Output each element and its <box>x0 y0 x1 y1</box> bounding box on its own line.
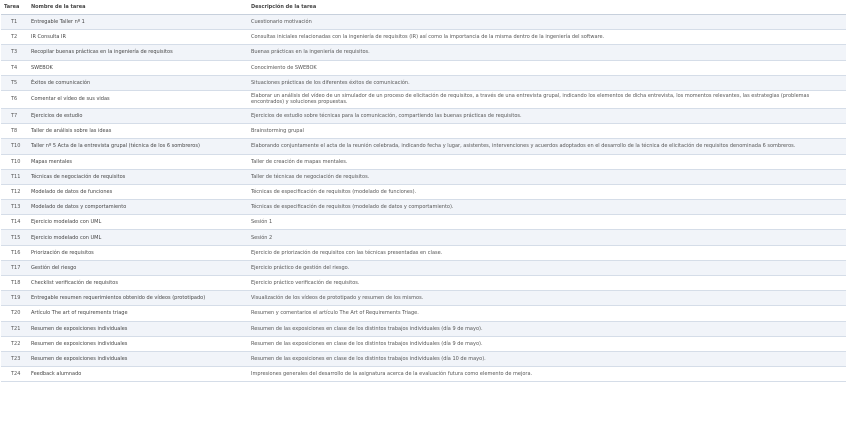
task-id-cell: T2 <box>1 30 28 45</box>
header-task-description: Descripción de la tarea <box>248 0 846 15</box>
task-id-cell: T13 <box>1 200 28 215</box>
task-name-cell: Modelado de datos de funciones <box>28 184 248 199</box>
table-row <box>1 15 846 30</box>
table-header-row <box>1 0 846 15</box>
task-name-cell: Priorización de requisitos <box>28 245 248 260</box>
table-row <box>1 351 846 366</box>
task-description-cell: Técnicas de especificación de requisitos (modelado de datos y comportamiento). <box>248 200 846 215</box>
table-row <box>1 139 846 154</box>
table-row <box>1 169 846 184</box>
table-row <box>1 184 846 199</box>
task-id-cell: T24 <box>1 367 28 382</box>
task-name-cell: Ejercicios de estudio <box>28 108 248 123</box>
table-row <box>1 230 846 245</box>
table-row <box>1 200 846 215</box>
task-name-cell: Entregable Taller nº 1 <box>28 15 248 30</box>
table-row <box>1 306 846 321</box>
task-description-cell: Situaciones prácticas de los diferentes éxitos de comunicación. <box>248 75 846 90</box>
task-description-cell: Resumen y comentarios el artículo The Art of Requirements Triage. <box>248 306 846 321</box>
task-name-cell: Recopilar buenas prácticas en la ingeniería de requisitos <box>28 45 248 60</box>
table-row <box>1 75 846 90</box>
task-description-cell: Ejercicio práctico verificación de requisitos. <box>248 276 846 291</box>
task-description-cell: Resumen de las exposiciones en clase de los distintos trabajos individuales (día 10 de mayo). <box>248 351 846 366</box>
task-description-cell: Taller de creación de mapas mentales. <box>248 154 846 169</box>
task-name-cell: Comentar el vídeo de sus vidas <box>28 90 248 108</box>
task-description-cell: Ejercicio práctico de gestión del riesgo. <box>248 260 846 275</box>
task-description-cell: Resumen de las exposiciones en clase de los distintos trabajos individuales (día 9 de mayo). <box>248 336 846 351</box>
task-id-cell: T3 <box>1 45 28 60</box>
task-id-cell: T16 <box>1 245 28 260</box>
task-description-cell: Sesión 1 <box>248 215 846 230</box>
task-table <box>1 0 846 382</box>
table-row <box>1 276 846 291</box>
task-name-cell: Éxitos de comunicación <box>28 75 248 90</box>
task-description-cell: Brainstorming grupal <box>248 124 846 139</box>
task-description-cell: Buenas prácticas en la ingeniería de requisitos. <box>248 45 846 60</box>
table-row <box>1 291 846 306</box>
task-id-cell: T1 <box>1 15 28 30</box>
task-description-cell: Cuestionario motivación <box>248 15 846 30</box>
table-body <box>1 15 846 382</box>
task-description-cell: Visualización de los vídeos de prototipado y resumen de los mismos. <box>248 291 846 306</box>
task-name-cell: Resumen de exposiciones individuales <box>28 351 248 366</box>
task-id-cell: T14 <box>1 215 28 230</box>
task-id-cell: T15 <box>1 230 28 245</box>
task-id-cell: T22 <box>1 336 28 351</box>
table-row <box>1 367 846 382</box>
task-description-cell: Resumen de las exposiciones en clase de los distintos trabajos individuales (día 9 de mayo). <box>248 321 846 336</box>
task-description-cell: Elaborando conjuntamente el acta de la reunión celebrada, indicando fecha y lugar, asistentes, intervenciones y acuerdos adoptados en el desarrollo de la técnica de elicitación de requisitos denominada 6 sombreros. <box>248 139 846 154</box>
task-description-cell: Elaborar un análisis del vídeo de un simulador de un proceso de elicitación de requisitos, a través de una entrevista grupal, indicando los elementos de dicha entrevista, los momentos relevantes, las estrategias (problemas encontrados) y soluciones propuestas. <box>248 90 846 108</box>
table-row <box>1 30 846 45</box>
task-description-cell: Ejercicios de estudio sobre técnicas para la comunicación, compartiendo las buenas prácticas de requisitos. <box>248 108 846 123</box>
task-name-cell: Feedback alumnado <box>28 367 248 382</box>
task-name-cell: Técnicas de negociación de requisitos <box>28 169 248 184</box>
task-name-cell: SWEBOK <box>28 60 248 75</box>
task-name-cell: Ejercicio modelado con UML <box>28 230 248 245</box>
task-name-cell: Resumen de exposiciones individuales <box>28 321 248 336</box>
task-name-cell: Modelado de datos y comportamiento <box>28 200 248 215</box>
task-id-cell: T4 <box>1 60 28 75</box>
task-name-cell: Artículo The art of requirements triage <box>28 306 248 321</box>
task-description-cell: Técnicas de especificación de requisitos (modelado de funciones). <box>248 184 846 199</box>
task-description-cell: Ejercicio de priorización de requisitos con las técnicas presentadas en clase. <box>248 245 846 260</box>
task-id-cell: T11 <box>1 169 28 184</box>
table-row <box>1 45 846 60</box>
task-id-cell: T6 <box>1 90 28 108</box>
task-id-cell: T20 <box>1 306 28 321</box>
table-row <box>1 90 846 108</box>
task-name-cell: Taller nº 5 Acta de la entrevista grupal (técnica de los 6 sombreros) <box>28 139 248 154</box>
task-id-cell: T21 <box>1 321 28 336</box>
task-id-cell: T12 <box>1 184 28 199</box>
task-description-cell: Sesión 2 <box>248 230 846 245</box>
task-id-cell: T23 <box>1 351 28 366</box>
task-name-cell: Mapas mentales <box>28 154 248 169</box>
task-description-cell: Consultas iniciales relacionadas con la ingeniería de requisitos (IR) así como la importancia de la misma dentro de la ingeniería del software. <box>248 30 846 45</box>
table-row <box>1 336 846 351</box>
table-row <box>1 215 846 230</box>
task-name-cell: Taller de análisis sobre las ideas <box>28 124 248 139</box>
header-task-name: Nombre de la tarea <box>28 0 248 15</box>
task-id-cell: T8 <box>1 124 28 139</box>
task-name-cell: Ejercicio modelado con UML <box>28 215 248 230</box>
task-id-cell: T10 <box>1 154 28 169</box>
task-id-cell: T10 <box>1 139 28 154</box>
table-row <box>1 321 846 336</box>
table-row <box>1 108 846 123</box>
task-name-cell: Entregable resumen requerimientos obtenido de vídeos (prototipado) <box>28 291 248 306</box>
header-task-id: Tarea <box>1 0 28 15</box>
table-row <box>1 154 846 169</box>
task-name-cell: Resumen de exposiciones individuales <box>28 336 248 351</box>
task-description-cell: Impresiones generales del desarrollo de la asignatura acerca de la evaluación futura como elemento de mejora. <box>248 367 846 382</box>
task-id-cell: T7 <box>1 108 28 123</box>
task-id-cell: T18 <box>1 276 28 291</box>
task-name-cell: Gestión del riesgo <box>28 260 248 275</box>
task-name-cell: IR Consulta IR <box>28 30 248 45</box>
task-description-cell: Conocimiento de SWEBOK <box>248 60 846 75</box>
table-row <box>1 60 846 75</box>
task-id-cell: T17 <box>1 260 28 275</box>
task-id-cell: T5 <box>1 75 28 90</box>
table-row <box>1 124 846 139</box>
task-id-cell: T19 <box>1 291 28 306</box>
table-row <box>1 260 846 275</box>
task-description-cell: Taller de técnicas de negociación de requisitos. <box>248 169 846 184</box>
task-name-cell: Checklist verificación de requisitos <box>28 276 248 291</box>
table-row <box>1 245 846 260</box>
